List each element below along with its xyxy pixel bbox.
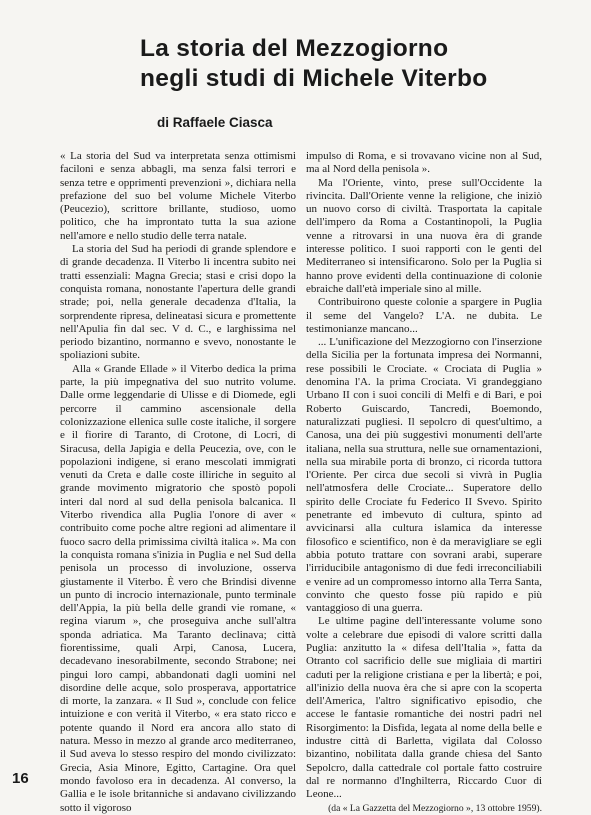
page-number: 16 bbox=[12, 770, 29, 787]
article-title bbox=[140, 34, 580, 94]
right-column bbox=[306, 150, 542, 815]
paragraph: La storia del Sud ha periodi di grande splendore e di grande decadenza. Il Viterbo li incentra subito nei tratti essenziali: Magna Grecia; stasi e crisi dopo la conquista romana, nonostante l'apertura delle grandi strade; poi, nella generale decadenza d'Italia, la sorprendente ripresa, delineatasi sicura e promettente nell'Apulia fin dal sec. V d. C., e larghissima nel periodo bizantino, normanno e svevo, nonostante le spoliazioni subite. bbox=[60, 243, 296, 362]
left-column bbox=[60, 150, 296, 815]
title-line-2: negli studi di Michele Viterbo bbox=[140, 65, 488, 92]
paragraph: ... L'unificazione del Mezzogiorno con l'inserzione della Sicilia per la fortunata impresa dei Normanni, rese possibili le Crociate. « Crociata di Puglia » denomina l'A. la prima Crociata. Vi grandeggiano Urbano II con i suoi concili di Melfi e di Bari, e poi Roberto Guiscardo, Tancredi, Boemondo, naturalizzati pugliesi. Il sepolcro di quest'ultimo, a Canosa, una dei più suggestivi monumenti dell'arte italiana, nella sua struttura, nelle sue ornamentazioni, nella sua mirabile porta di bronzo, ci ricorda tuttora l'Oriente. Per circa due secoli si vivrà in Puglia nell'atmosfera delle Crociate... Superatore dello spirito delle Crociate fu Federico II Svevo. Spirito penetrante ed imbevuto di cultura, spinto ad avvicinarsi alla cultura islamica da interesse filosofico e scientifico, non è da meravigliare se egli abbia potuto trattare con sovrani arabi, superare l'irriducibile antagonismo di due fedi irreconciliabili e venire ad un compromesso intorno alla Terra Santa, convinto che questo fosse più rapido e più vantaggioso di una guerra. bbox=[306, 336, 542, 615]
paragraph: Contribuirono queste colonie a spargere in Puglia il seme del Vangelo? L'A. ne dubita. Le testimonianze mancano... bbox=[306, 296, 542, 335]
paragraph: Alla « Grande Ellade » il Viterbo dedica la prima parte, la più impegnativa del suo nutrito volume. Dalle orme leggendarie di Ulisse e di Diomede, egli percorre il cammino ascensionale della colonizzazione ellenica sulle coste italiche, il sorgere e il fiorire di Taranto, di Crotone, di Locri, di Siracusa, della Japigia e della Peucezia, ove, con le popolazioni indigene, si erano mescolati immigrati venuti da Creta e dalle coste illiriche in seguito al grande movimento migratorio che spostò popoli interi dal nord al sud della penisola balcanica. Il Viterbo rivendica alla Puglia l'onore di aver « contribuito come poche altre regioni ad alimentare il fuoco sacro della primissima civiltà italica ». Ma con la conquista romana s'inizia in Puglia e nel Sud della penisola un processo di involuzione, osserva giustamente il Viterbo. È vero che Brindisi divenne un punto di incrocio internazionale, punto terminale dell'Appia, la più bella delle grandi vie romane, « regina viarum », che proseguiva anche sull'altra sponda adriatica. Ma Taranto declinava; città fiorentissime, quali Arpi, Canosa, Lucera, decadevano inesorabilmente, secondo Strabone; nei pingui loro campi, abbandonati dagli uomini nel disordine delle acque, solo prosperava, apportatrice di morte, la zanzara. « Il Sud », conclude con felice intuizione e con verità il Viterbo, « era stato ricco e potente quando il Nord era ancora allo stato di natura. Messo in mezzo al grande arco mediterraneo, il Sud aveva lo stesso respiro del mondo civilizzato: Grecia, Asia Minore, Egitto, Cartagine. Ora quel mondo favoloso era in decadenza. Al converso, la Gallia e le isole britanniche si andavano civilizzando sotto il vigoroso bbox=[60, 362, 296, 814]
source-note: (da « La Gazzetta del Mezzogiorno », 13 ottobre 1959). bbox=[328, 802, 542, 814]
paragraph: impulso di Roma, e si trovavano vicine non al Sud, ma al Nord della penisola ». bbox=[306, 150, 542, 176]
byline: di Raffaele Ciasca bbox=[157, 115, 273, 130]
paragraph: Ma l'Oriente, vinto, prese sull'Occidente la rivincita. Dall'Oriente venne la religione, che iniziò un nuovo corso di civiltà. Trasportata la capitale dell'impero da Roma a Costantinopoli, la Puglia venne a ritrovarsi in una nuova èra di grande interesse politico. I suoi rapporti con le genti del Mediterraneo si intensificarono. Solo per la Puglia si hanno prove evidenti della continuazione di colonie ebraiche dall'età imperiale sino al mille. bbox=[306, 176, 542, 295]
title-line-1: La storia del Mezzogiorno bbox=[140, 35, 449, 62]
paragraph: « La storia del Sud va interpretata senza ottimismi faciloni e senza abbagli, ma senza falsi terrori e senza tetre e opprimenti prevenzioni », dichiara nella prefazione del suo bel volume Michele Viterbo (Peucezio), scrittore brillante, studioso, uomo politico, che ha improntato tutta la sua azione nell'amore e nello studio delle terra natale. bbox=[60, 150, 296, 242]
paragraph: Le ultime pagine dell'interessante volume sono volte a celebrare due episodi di valore scritti dalla Puglia: anzitutto la « difesa dell'Italia », fatta da Otranto col sacrificio delle sue migliaia di martiri caduti per la religione cristiana e per la libertà; e poi, all'inizio della nuova èra che si apre con la scoperta dell'America, l'altro significativo episodio, che accese le fantasie romantiche dei nostri padri nel Risorgimento: la Disfida, legata al nome della belle e industre città di Barletta, vigilata dal Colosso bizantino, nobilitata dalla grande chiesa del Santo Sepolcro, dalla cattedrale col portale fatto costruire dal re normanno d'Inghilterra, Riccardo Cuor di Leone... bbox=[306, 615, 542, 801]
